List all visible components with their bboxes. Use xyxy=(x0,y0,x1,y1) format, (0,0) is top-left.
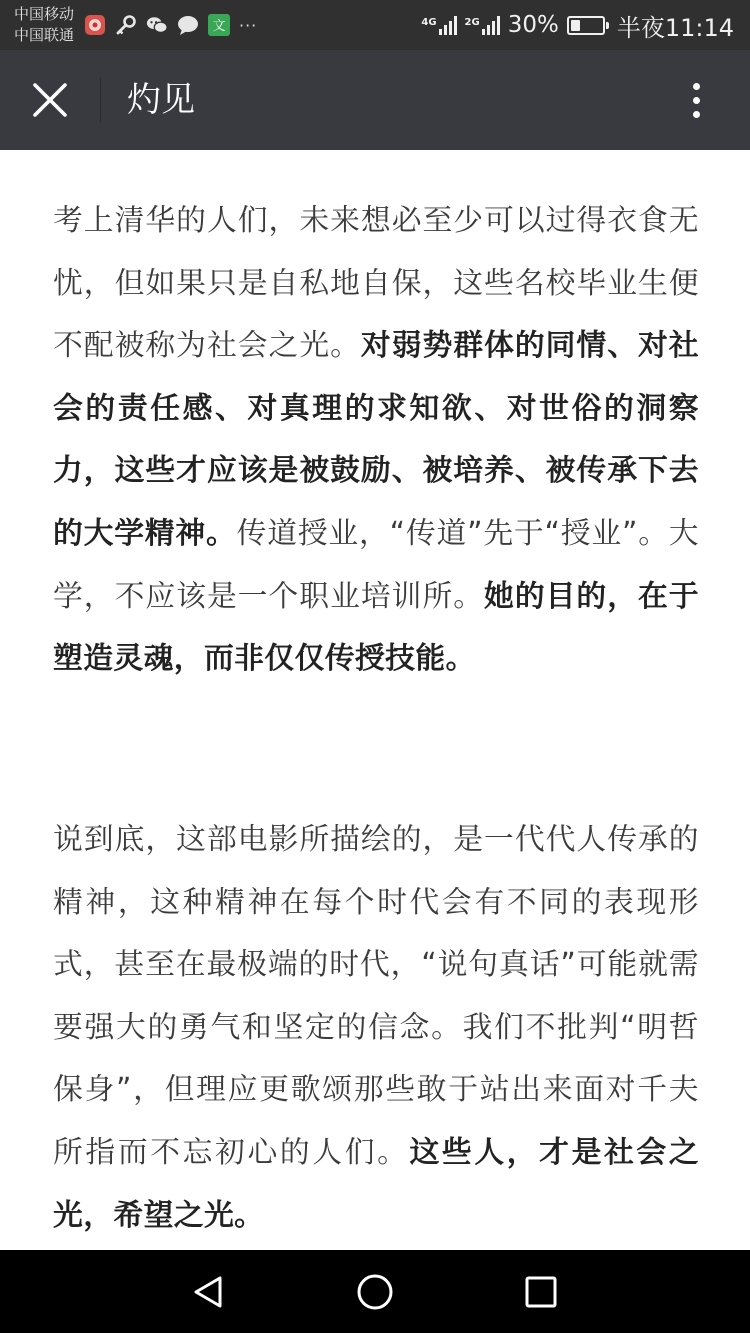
close-icon xyxy=(32,82,68,118)
translate-badge-text: 文 xyxy=(212,19,226,34)
navigation-bar xyxy=(0,1250,750,1333)
battery-level-fill xyxy=(571,20,580,31)
wechat-icon xyxy=(146,14,168,36)
close-button[interactable] xyxy=(0,50,100,150)
article-content[interactable] xyxy=(0,150,750,1250)
chat-bubble-icon xyxy=(177,14,199,36)
battery-icon xyxy=(567,16,605,35)
sim2-network-type: 2G xyxy=(464,17,480,28)
carrier-2: 中国联通 xyxy=(14,26,75,44)
recents-button[interactable] xyxy=(491,1250,591,1333)
paragraph-text: 考上清华的人们，未来想必至少可以过得衣食无忧，但如果只是自私地自保，这些名校毕业生便不配被称为社会之光。 xyxy=(53,203,699,364)
paragraph-bold-text: 对弱势群体的同情、对社会的责任感、对真理的求知欲、对世俗的洞察力，这些才应该是被鼓励、被培养、被传承下去的大学精神。 xyxy=(53,328,700,551)
key-icon xyxy=(115,14,137,36)
back-button[interactable] xyxy=(158,1250,258,1333)
battery-percent: 30% xyxy=(507,12,559,38)
app-header xyxy=(0,50,750,150)
sim2-signal-icon xyxy=(465,15,500,35)
app-icon xyxy=(84,14,106,36)
more-options-button[interactable] xyxy=(672,76,720,124)
header-divider xyxy=(100,78,101,122)
page-title: 灼见 xyxy=(127,80,195,120)
status-right xyxy=(421,8,734,42)
home-button[interactable] xyxy=(325,1250,425,1333)
article-paragraph xyxy=(53,190,699,691)
status-bar xyxy=(0,0,750,50)
paragraph-text: 传道授业，“传道”先于“授业”。大学，不应该是一个职业培训所。 xyxy=(53,515,700,614)
paragraph-bold-text: 她的目的，在于塑造灵魂，而非仅仅传授技能。 xyxy=(53,578,699,677)
carrier-1: 中国移动 xyxy=(14,5,75,23)
article-paragraph xyxy=(53,809,699,1247)
paragraph-text: 说到底，这部电影所描绘的，是一代代人传承的精神，这种精神在每个时代会有不同的表现形式，甚至在最极端的时代，“说句真话”可能就需要强大的勇气和坚定的信念。我们不批判“明哲保身”，但理应更歌颂那些敢于站出来面对千夫所指而不忘初心的人们。 xyxy=(53,822,699,1170)
back-icon xyxy=(190,1274,226,1310)
more-vertical-icon xyxy=(693,83,700,90)
translate-icon xyxy=(208,14,230,36)
carrier-info xyxy=(14,4,74,46)
notification-icons xyxy=(84,13,257,37)
paragraph-bold-text: 这些人，才是社会之光，希望之光。 xyxy=(53,1134,699,1233)
sim1-signal-icon xyxy=(421,15,456,35)
sim1-network-type: 4G xyxy=(421,17,437,28)
more-notifications-indicator: ··· xyxy=(239,15,258,35)
home-icon xyxy=(356,1273,394,1311)
recents-icon xyxy=(524,1275,558,1309)
clock: 半夜11:14 xyxy=(616,13,734,42)
